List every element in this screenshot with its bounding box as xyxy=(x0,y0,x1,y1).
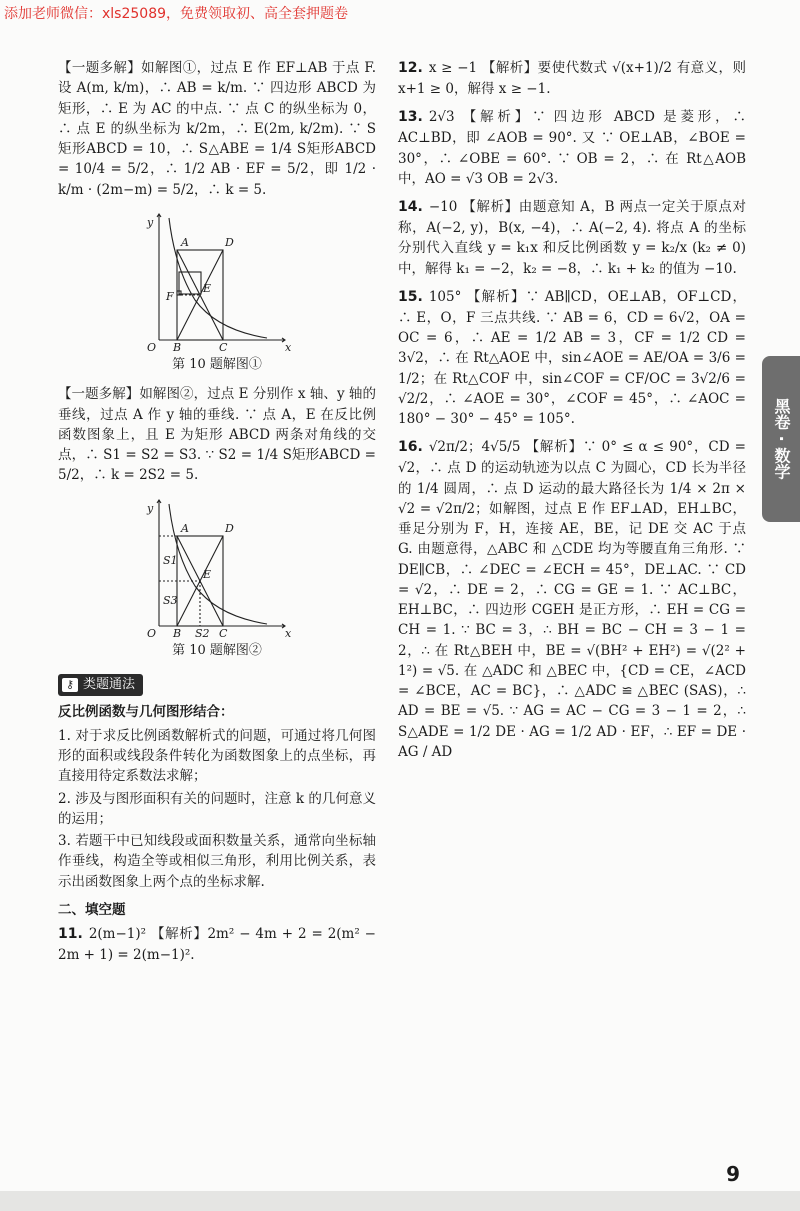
q11-number: 11. xyxy=(58,926,83,942)
method-title: 反比例函数与几何图形结合： xyxy=(58,703,234,720)
solution-paragraph-2: 【一题多解】如解图②，过点 E 分别作 x 轴、y 轴的垂线，过点 A 作 y 轴的垂线. ∵ 点 A，E 在反比例函数图象上，且 E 为矩形 ABCD 两条对角线的交点，∴ S1 = S2 = S3. ∵ S2 = 1/4 S矩形ABCD = 5/2，∴ k = 2S2 = 5. xyxy=(58,386,376,484)
label-e: E xyxy=(203,281,212,295)
label-c2: C xyxy=(219,626,228,639)
label-o2: O xyxy=(147,626,157,639)
label-e2: E xyxy=(203,567,212,581)
label-y2: y xyxy=(147,501,154,515)
page-bottom-shade xyxy=(0,1191,800,1211)
label-b: B xyxy=(173,340,182,353)
q16-number: 16. xyxy=(398,439,423,456)
page-number: 9 xyxy=(726,1162,740,1186)
label-a2: A xyxy=(181,521,189,535)
label-b2: B xyxy=(173,626,182,639)
label-s1: S1 xyxy=(163,553,178,567)
right-column xyxy=(398,58,746,770)
question-15 xyxy=(398,287,746,430)
question-14 xyxy=(398,197,746,279)
subject-side-tab: 黑卷 · 数学 xyxy=(762,356,800,522)
label-f: F xyxy=(166,289,174,303)
question-11 xyxy=(58,924,376,965)
watermark: 添加老师微信：xls25089，免费领取初、高全套押题卷 xyxy=(4,6,349,22)
method-tag xyxy=(58,674,143,696)
figure-2-caption: 第 10 题解图② xyxy=(172,642,262,658)
q11-text: 2(m−1)² 【解析】2m² − 4m + 2 = 2(m² − 2m + 1) = 2(m−1)². xyxy=(58,926,376,963)
label-d: D xyxy=(225,235,234,249)
label-o: O xyxy=(147,340,157,353)
label-c: C xyxy=(219,340,228,353)
section-title: 二、填空题 xyxy=(58,901,126,918)
q15-text: 105° 【解析】∵ AB∥CD，OE⊥AB，OF⊥CD，∴ E，O，F 三点共线. ∵ AB = 6，CD = 6√2，OA = OC = 6，∴ AE = 1/2 AB = 3，CF = 1/2 CD = 3√2，∴ 在 Rt△AOE 中，sin∠AOE = AE/OA = 3/6 = 1/2；在 Rt△COF 中，sin∠COF = CF/OC = 3√2/6 = √2/2，∴ ∠AOE = 30°，∠COF = 45°，∴ ∠AOC = 180° − 30° − 45° = 105°. xyxy=(398,288,746,427)
method-point-2: 2. 涉及与图形面积有关的问题时，注意 k 的几何意义的运用； xyxy=(58,790,376,827)
label-y: y xyxy=(147,215,154,229)
q13-number: 13. xyxy=(398,109,423,126)
label-x: x xyxy=(285,340,292,353)
question-13 xyxy=(398,107,746,189)
q15-number: 15. xyxy=(398,288,423,305)
method-point-1: 1. 对于求反比例函数解析式的问题，可通过将几何图形的面积或线段条件转化为函数图象上的点坐标，再直接用待定系数法求解； xyxy=(58,727,376,785)
label-s2: S2 xyxy=(195,626,210,639)
key-icon: ⚷ xyxy=(62,678,78,692)
question-12 xyxy=(398,58,746,99)
solution-paragraph-1: 【一题多解】如解图①，过点 E 作 EF⊥AB 于点 F. 设 A(m, k/m)，∴ AB = k/m. ∵ 四边形 ABCD 为矩形，∴ E 为 AC 的中点. ∵ 点 C 的纵坐标为 0，∴ 点 E 的纵坐标为 k/2m，∴ E(2m, k/2m). ∵ S矩形ABCD = 10，∴ S△ABE = 1/4 S矩形ABCD = 10/4 = 5/2，∴ 1/2 AB · EF = 5/2，即 1/2 · k/m · (2m−m) = 5/2，∴ k = 5. xyxy=(58,60,376,198)
figure-1-caption: 第 10 题解图① xyxy=(172,356,262,372)
figure-1 xyxy=(137,208,297,353)
q12-text: x ≥ −1 【解析】要使代数式 √(x+1)/2 有意义，则 x+1 ≥ 0，解得 x ≥ −1. xyxy=(398,60,746,97)
method-point-3: 3. 若题干中已知线段或面积数量关系，通常向坐标轴作垂线，构造全等或相似三角形，利用比例关系，表示出函数图象上两个点的坐标求解. xyxy=(58,833,376,890)
left-column xyxy=(58,58,376,973)
method-tag-label: 类题通法 xyxy=(83,677,136,692)
label-a: A xyxy=(181,235,189,249)
q12-number: 12. xyxy=(398,60,423,76)
q16-text: √2π/2；4√5/5 【解析】∵ 0° ≤ α ≤ 90°，CD = √2，∴ 点 D 的运动轨迹为以点 C 为圆心，CD 长为半径的 1/4 圆周，∴ 点 D 运动的最大路径长为 1/4 × 2π × √2 = √2π/2；如解图，过点 E 作 EF⊥AD，EH⊥BC，垂足分别为 F，H，连接 AE，BE，记 DE 交 AC 于点 G. 由题意得，△ABC 和 △CDE 均为等腰直角三角形. ∵ DE∥CB，∴ ∠DEC = ∠ECH = 45°，DE⊥AC. ∵ CD = √2，∴ DE = 2，∴ CG = GE = 1. ∵ AC⊥BC，EH⊥BC，∴ 四边形 CGEH 是正方形，∴ EH = CG = CH = 1. ∵ BC = 3，∴ BH = BC − CH = 3 − 1 = 2，∴ 在 Rt△BEH 中，BE = √(BH² + EH²) = √(2² + 1²) = √5. 在 △ADC 和 △BEC 中，{CD = CE，∠ACD = ∠BCE，AC = BC}，∴ △ADC ≌ △BEC (SAS)，∴ AD = BE = √5. ∵ AG = AC − CG = 3 − 1 = 2，∴ S△ADE = 1/2 DE · AG = 1/2 AD · EF，∴ EF = DE · AG / AD xyxy=(398,439,746,760)
label-s3: S3 xyxy=(163,593,178,607)
label-x2: x xyxy=(285,626,292,639)
figure-2 xyxy=(137,494,297,639)
label-d2: D xyxy=(225,521,234,535)
q14-text: −10 【解析】由题意知 A，B 两点一定关于原点对称，A(−2, y)，B(x, −4)，∴ A(−2, 4). 将点 A 的坐标分别代入直线 y = k₁x 和反比例函数 y = k₂/x (k₂ ≠ 0) 中，解得 k₁ = −2，k₂ = −8，∴ k₁ + k₂ 的值为 −10. xyxy=(398,199,746,277)
question-16 xyxy=(398,437,746,762)
q13-text: 2√3 【解析】∵ 四边形 ABCD 是菱形，∴ AC⊥BD，即 ∠AOB = 90°. 又 ∵ OE⊥AB，∠BOE = 30°，∴ ∠OBE = 60°. ∵ OB = 2，∴ 在 Rt△AOB 中，AO = √3 OB = 2√3. xyxy=(398,109,746,187)
q14-number: 14. xyxy=(398,199,423,215)
